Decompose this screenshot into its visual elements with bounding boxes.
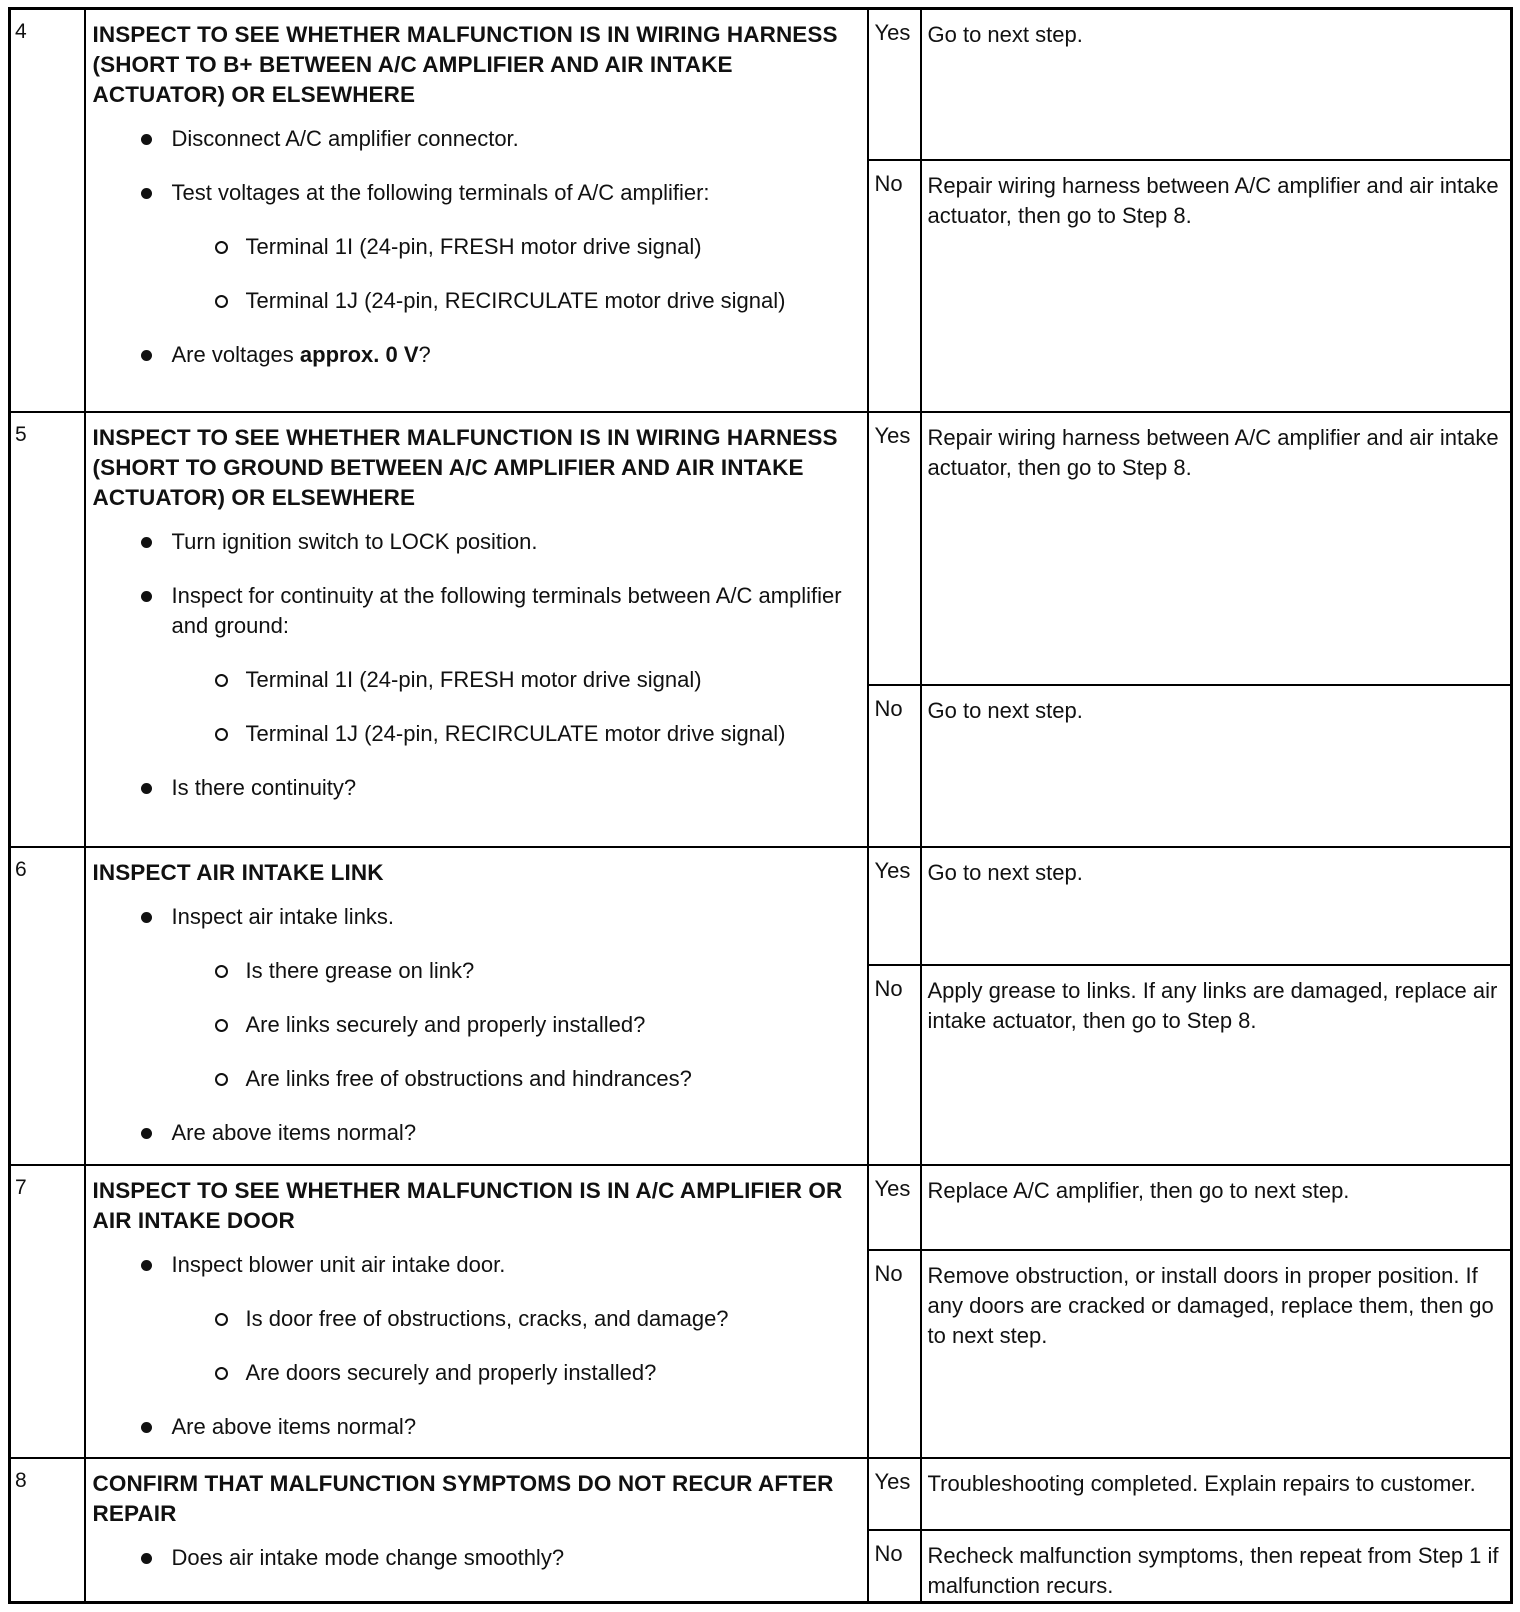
question-item: Are above items normal? <box>141 1412 861 1442</box>
no-label: No <box>868 1250 921 1458</box>
question-text: Are voltages <box>171 342 300 367</box>
check-list <box>93 902 861 1148</box>
yes-action: Go to next step. <box>921 847 1512 965</box>
list-item: Disconnect A/C amplifier connector. <box>141 124 861 154</box>
step-heading: INSPECT TO SEE WHETHER MALFUNCTION IS IN A/C AMPLIFIER OR AIR INTAKE DOOR <box>92 1177 843 1233</box>
question-value: approx. 0 V <box>299 342 419 367</box>
list-item <box>141 178 861 316</box>
sub-list-item: Are doors securely and properly installed? <box>246 1358 861 1388</box>
check-list <box>93 527 861 803</box>
sub-list-item: Terminal 1J (24-pin, RECIRCULATE motor drive signal) <box>246 286 861 316</box>
no-action: Apply grease to links. If any links are damaged, replace air intake actuator, then go to Step 8. <box>921 965 1512 1165</box>
question-item: Does air intake mode change smoothly? <box>141 1543 861 1573</box>
list-item: Turn ignition switch to LOCK position. <box>141 527 861 557</box>
yes-label: Yes <box>868 1458 921 1530</box>
yes-action: Repair wiring harness between A/C amplifier and air intake actuator, then go to Step 8. <box>921 412 1512 685</box>
step-6-yes-row <box>10 847 1512 965</box>
step-4-content <box>85 9 868 412</box>
check-list <box>93 1543 861 1573</box>
step-5-content <box>85 412 868 847</box>
yes-action: Go to next step. <box>921 9 1512 160</box>
no-label: No <box>868 685 921 847</box>
step-heading: INSPECT TO SEE WHETHER MALFUNCTION IS IN WIRING HARNESS (SHORT TO B+ BETWEEN A/C AMPLIFIER AND AIR INTAKE ACTUATOR) OR ELSEWHERE <box>92 22 838 107</box>
no-action: Go to next step. <box>921 685 1512 847</box>
step-5-yes-row <box>10 412 1512 685</box>
step-number: 4 <box>10 9 85 412</box>
yes-label: Yes <box>868 9 921 160</box>
question-item: Is there continuity? <box>141 773 861 803</box>
step-7-yes-row <box>10 1165 1512 1250</box>
step-number: 5 <box>10 412 85 847</box>
list-item-text: Inspect for continuity at the following terminals between A/C amplifier and ground: <box>171 582 842 638</box>
yes-label: Yes <box>868 412 921 685</box>
troubleshooting-table <box>8 7 1513 1604</box>
list-item <box>141 902 861 1094</box>
step-heading: CONFIRM THAT MALFUNCTION SYMPTOMS DO NOT RECUR AFTER REPAIR <box>92 1470 834 1526</box>
sub-list-item: Is door free of obstructions, cracks, and damage? <box>246 1304 861 1334</box>
sub-list-item: Terminal 1J (24-pin, RECIRCULATE motor drive signal) <box>246 719 861 749</box>
check-list <box>93 124 861 370</box>
list-item-text: Test voltages at the following terminals of A/C amplifier: <box>171 180 710 205</box>
sub-list-item: Are links free of obstructions and hindrances? <box>246 1064 861 1094</box>
yes-action: Troubleshooting completed. Explain repairs to customer. <box>921 1458 1512 1530</box>
step-number: 6 <box>10 847 85 1165</box>
step-number: 8 <box>10 1458 85 1603</box>
sub-list <box>141 956 861 1094</box>
sub-list <box>141 665 861 749</box>
sub-list-item: Terminal 1I (24-pin, FRESH motor drive signal) <box>246 232 861 262</box>
step-heading: INSPECT AIR INTAKE LINK <box>92 859 384 885</box>
check-list <box>93 1250 861 1442</box>
no-action: Recheck malfunction symptoms, then repeat from Step 1 if malfunction recurs. <box>921 1530 1512 1603</box>
no-label: No <box>868 160 921 412</box>
no-label: No <box>868 1530 921 1603</box>
step-6-content <box>85 847 868 1165</box>
step-8-content <box>85 1458 868 1603</box>
sub-list-item: Terminal 1I (24-pin, FRESH motor drive signal) <box>246 665 861 695</box>
sub-list <box>141 1304 861 1388</box>
list-item-text: Inspect blower unit air intake door. <box>171 1251 506 1277</box>
no-action: Repair wiring harness between A/C amplifier and air intake actuator, then go to Step 8. <box>921 160 1512 412</box>
sub-list <box>141 232 861 316</box>
step-heading: INSPECT TO SEE WHETHER MALFUNCTION IS IN WIRING HARNESS (SHORT TO GROUND BETWEEN A/C AMPLIFIER AND AIR INTAKE ACTUATOR) OR ELSEWHERE <box>92 424 838 510</box>
list-item <box>141 1250 861 1388</box>
no-label: No <box>868 965 921 1165</box>
step-7-content <box>85 1165 868 1458</box>
step-number: 7 <box>10 1165 85 1458</box>
step-4-yes-row <box>10 9 1512 160</box>
yes-label: Yes <box>868 847 921 965</box>
question-item <box>141 340 861 370</box>
yes-action: Replace A/C amplifier, then go to next step. <box>921 1165 1512 1250</box>
question-item: Are above items normal? <box>141 1118 861 1148</box>
yes-label: Yes <box>868 1165 921 1250</box>
sub-list-item: Are links securely and properly installed? <box>246 1010 861 1040</box>
list-item <box>141 581 861 749</box>
list-item-text: Inspect air intake links. <box>171 903 395 929</box>
no-action: Remove obstruction, or install doors in proper position. If any doors are cracked or damaged, replace them, then go to next step. <box>921 1250 1512 1458</box>
question-suffix: ? <box>418 342 431 367</box>
sub-list-item: Is there grease on link? <box>246 956 861 986</box>
step-8-yes-row <box>10 1458 1512 1530</box>
